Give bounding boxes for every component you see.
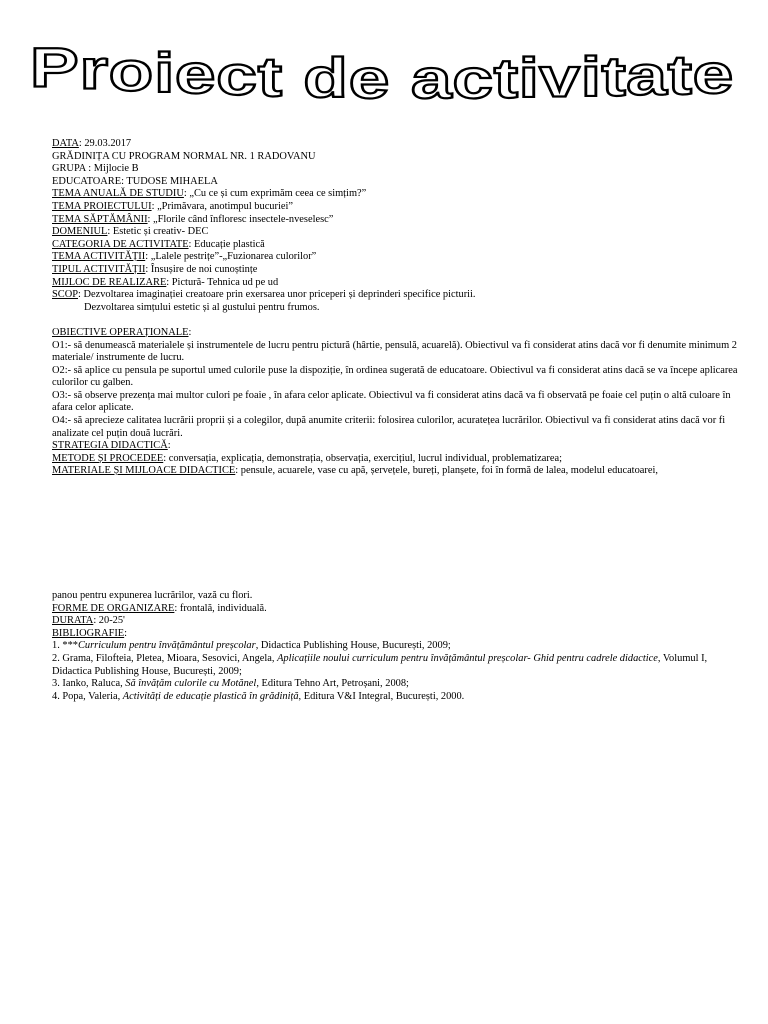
kindergarten-line: GRĂDINIȚA CU PROGRAM NORMAL NR. 1 RADOVANU — [52, 150, 316, 162]
document-title: Proiect de activitate — [30, 35, 734, 111]
annual-theme-line: TEMA ANUALĂ DE STUDIU: „Cu ce și cum exprimăm ceea ce simțim?” — [52, 188, 367, 200]
activity-theme-line: TEMA ACTIVITĂȚII: „Lalele pestrițe”-„Fuzionarea culorilor” — [52, 251, 317, 263]
category-line: CATEGORIA DE ACTIVITATE: Educație plastică — [52, 238, 265, 250]
scope-continuation: Dezvoltarea simțului estetic și al gustului pentru frumos. — [84, 301, 320, 313]
materials-line: MATERIALE ȘI MIJLOACE DIDACTICE: pensule, acuarele, vase cu apă, șervețele, bureți, planșete, foi în formă de lalea, modelul educatoarei, — [52, 465, 658, 477]
objective-item: O3:- să observe prezența mai multor culori pe foaie , în afara celor aplicate. Obiectivul va fi considerat atins dacă va fi observată pe foaie cel puțin o altă culoare în afara celor aplicate. — [52, 389, 731, 414]
objectives-heading: OBIECTIVE OPERAȚIONALE: — [52, 326, 192, 338]
organization-line: FORME DE ORGANIZARE: frontală, individuală. — [52, 602, 267, 614]
strategy-heading: STRATEGIA DIDACTICĂ: — [52, 440, 171, 452]
document-title-wordart — [0, 0, 768, 130]
methods-line: METODE ȘI PROCEDEE: conversația, explicația, demonstrația, observația, exercițiul, lucrul individual, problematizarea; — [52, 452, 562, 464]
date-line: DATA: 29.03.2017 — [52, 138, 132, 149]
bibliography-item: 1. ***Curriculum pentru învățământul preșcolar, Didactica Publishing House, București, 2009; — [52, 640, 451, 652]
objective-item: O4:- să aprecieze calitatea lucrării proprii și a colegilor, după anumite criterii: folosirea culorilor, acuratețea lucrărilor. Obiectivul va fi considerat atins dacă vor fi analizate cel puțin două lucrări. — [52, 415, 726, 439]
method-line: MIJLOC DE REALIZARE: Pictură- Tehnica ud pe ud — [52, 276, 279, 288]
bibliography-item: 4. Popa, Valeria, Activități de educație plastică în grădiniță, Editura V&I Integral, București, 2000. — [52, 690, 465, 702]
materials-continuation: panou pentru expunerea lucrărilor, vază cu flori. — [52, 590, 253, 602]
domain-line: DOMENIUL: Estetic și creativ- DEC — [52, 226, 209, 238]
objective-item: O1:- să denumească materialele și instrumentele de lucru pentru pictură (hârtie, pensulă, acuarelă). Obiectivul va fi considerat atins dacă vor fi denumite minimum 2 materiale/ instrumente de lucru. — [52, 339, 737, 364]
bibliography-item: 2. Grama, Filofteia, Pletea, Mioara, Sesovici, Angela, Aplicațiile noului curriculum pentru învățământul preșcolar- Ghid pentru cadrele didactice, Volumul I, Didactica Publishing House, București, 2009; — [52, 653, 708, 677]
scope-line: SCOP: Dezvoltarea imaginației creatoare prin exersarea unor priceperi și deprinderi specifice picturii. — [52, 289, 476, 301]
objective-item: O2:- să aplice cu pensula pe suportul umed culorile puse la dispoziție, în ordinea sugerată de educatoare. Obiectivul va fi considerat atins dacă se va începe aplicarea culorilor cu galben. — [52, 364, 738, 389]
project-theme-line: TEMA PROIECTULUI: „Primăvara, anotimpul bucuriei” — [52, 200, 293, 212]
teacher-line: EDUCATOARE: TUDOSE MIHAELA — [52, 175, 218, 187]
duration-line: DURATA: 20-25' — [52, 615, 125, 627]
week-theme-line: TEMA SĂPTĂMÂNII: „Florile când înfloresc insectele-nveselesc” — [52, 213, 334, 225]
bibliography-item: 3. Ianko, Raluca, Să învățăm culorile cu Motănel, Editura Tehno Art, Petroșani, 2008; — [52, 678, 409, 690]
activity-type-line: TIPUL ACTIVITĂȚII: Însușire de noi cunoștințe — [52, 263, 258, 275]
document-body — [52, 138, 742, 703]
bibliography-heading: BIBLIOGRAFIE: — [52, 627, 128, 639]
group-line: GRUPA : Mijlocie B — [52, 163, 139, 175]
